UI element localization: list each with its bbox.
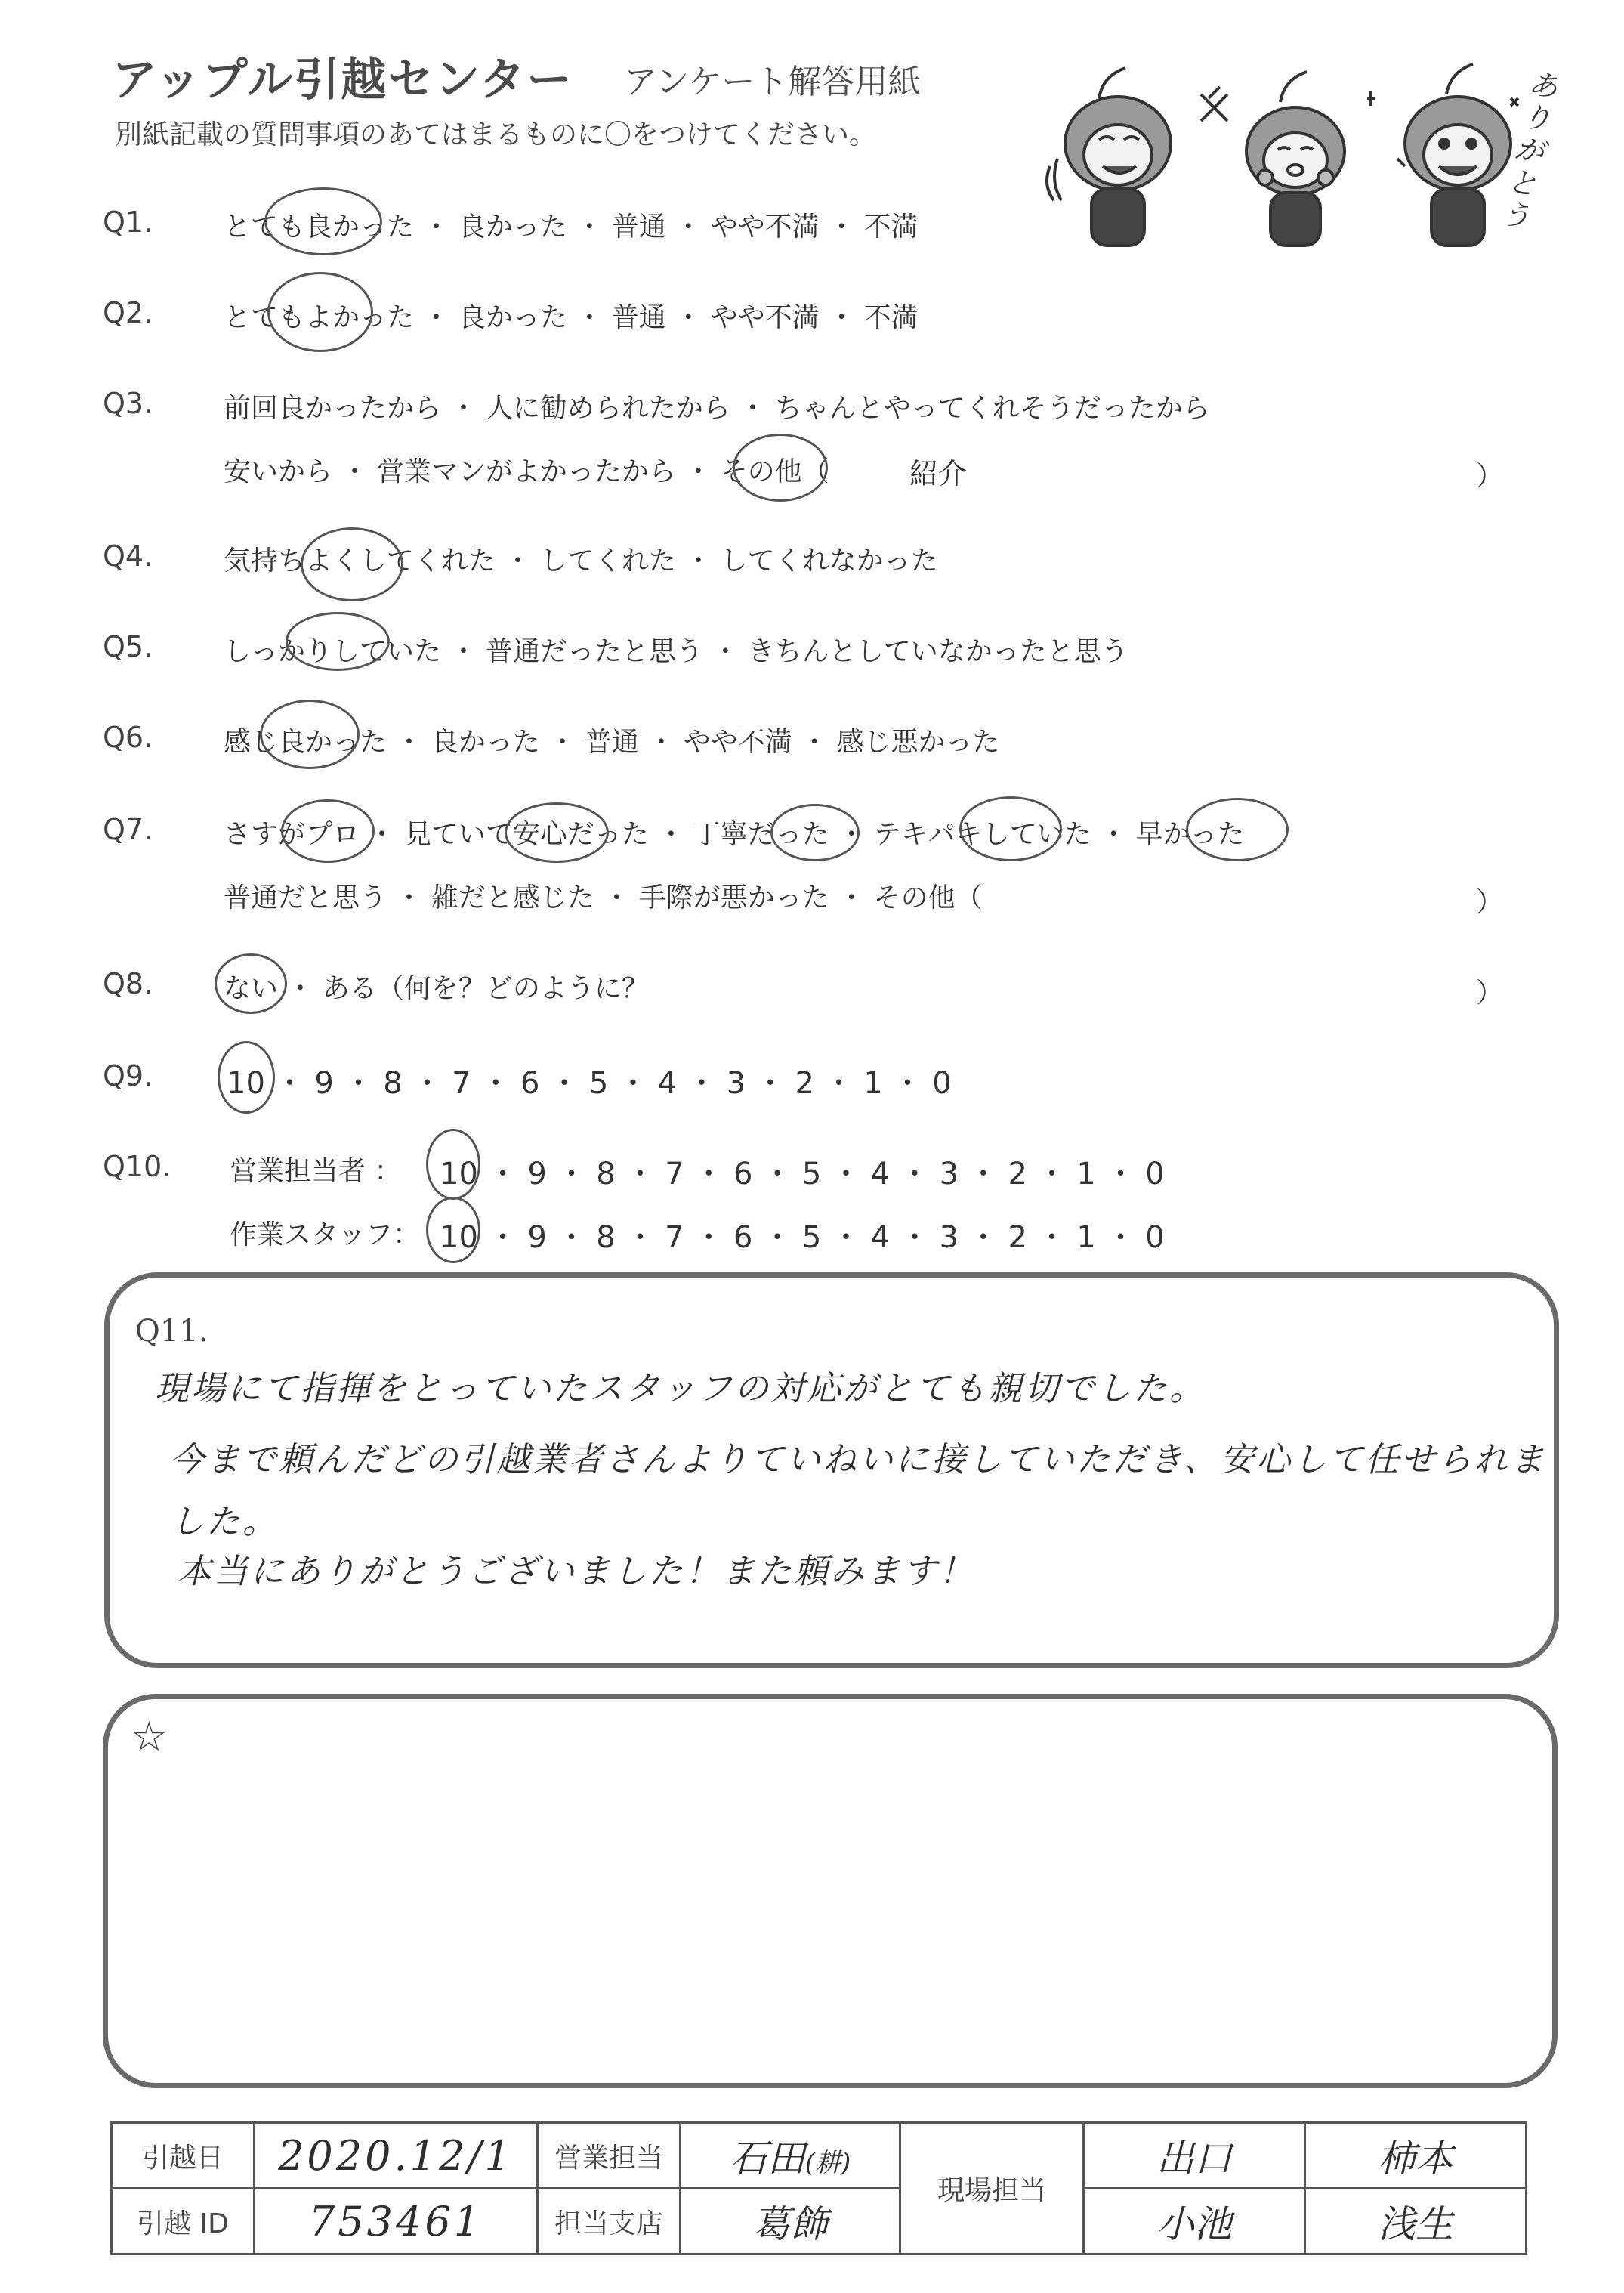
q1-options: とても良かった ・ 良かった ・ 普通 ・ やや不満 ・ 不満 (224, 212, 919, 243)
q2-number: Q2. (103, 296, 153, 329)
q10-staff-label: 作業スタッフ： (230, 1219, 421, 1250)
q8-options: ない ・ ある（何を？どのように？ (224, 973, 649, 1004)
q11-comment-line2: 今まで頼んだどの引越業者さんよりていねいに接していただき、安心して任せられま (170, 1439, 1547, 1479)
mascot-illustration (1035, 53, 1561, 257)
q8-close-paren: ） (1476, 978, 1504, 1009)
moving-id-label: 引越 ID (112, 2189, 255, 2254)
q11-comment-box (104, 1272, 1559, 1668)
branch-label: 担当支店 (538, 2189, 681, 2254)
q7-options-line2: 普通だと思う ・ 雑だと感じた ・ 手際が悪かった ・ その他（ (224, 882, 983, 913)
q3-options-line1: 前回良かったから ・ 人に勧められたから ・ ちゃんとやってくれそうだったから (224, 393, 1210, 424)
q10-staff-scale: 10 ・ 9 ・ 8 ・ 7 ・ 6 ・ 5 ・ 4 ・ 3 ・ 2 ・ 1 ・ 0 (440, 1220, 1165, 1255)
sales-label: 営業担当 (538, 2123, 681, 2189)
branch-value: 葛飾 (681, 2189, 900, 2254)
q9-scale: 10 ・ 9 ・ 8 ・ 7 ・ 6 ・ 5 ・ 4 ・ 3 ・ 2 ・ 1 ・ 0 (227, 1066, 952, 1101)
q11-comment-line4: 本当にありがとうございました！また頼みます！ (178, 1551, 976, 1591)
q4-answer-circle (301, 527, 403, 601)
q10-staff-circle (426, 1197, 480, 1263)
q7-circle-teinei (770, 804, 860, 861)
q3-close-paren: ） (1476, 461, 1504, 492)
q10-sales-circle (426, 1129, 480, 1200)
q10-sales-label: 営業担当者 ： (230, 1156, 402, 1187)
star-comment-box (103, 1694, 1558, 2088)
q9-number: Q9. (103, 1059, 153, 1092)
sales-note: (耕) (804, 2148, 851, 2178)
q8-number: Q8. (103, 967, 153, 1000)
q7-circle-pro (281, 799, 375, 863)
q5-answer-circle (286, 612, 390, 671)
q8-answer-circle (215, 953, 287, 1014)
q7-circle-tekipaki (959, 796, 1062, 861)
q3-number: Q3. (103, 387, 153, 420)
q11-label: Q11. (135, 1314, 208, 1349)
monkey-mascots-icon (1035, 53, 1556, 257)
q1-answer-circle (264, 187, 382, 255)
q3-answer-circle (733, 434, 828, 502)
q1-number: Q1. (103, 206, 153, 239)
q2-answer-circle (267, 272, 373, 352)
q7-circle-hayai (1186, 798, 1289, 861)
q7-number: Q7. (103, 813, 153, 846)
instruction-text: 別紙記載の質問事項のあてはまるものに〇をつけてください。 (115, 119, 877, 150)
q11-comment-line3: した。 (170, 1501, 279, 1541)
company-title: アップル引越センター (112, 54, 573, 107)
q7-close-paren: ） (1476, 887, 1504, 918)
mascot-caption: ありがとう (1498, 66, 1561, 235)
q10-number: Q10. (103, 1150, 171, 1183)
moving-id-value: 753461 (255, 2189, 538, 2254)
sales-cell (681, 2123, 900, 2189)
site-staff-2: 柿本 (1305, 2123, 1527, 2189)
q2-options: とてもよかった ・ 良かった ・ 普通 ・ やや不満 ・ 不満 (224, 302, 919, 333)
q6-options: 感じ良かった ・ 良かった ・ 普通 ・ やや不満 ・ 感じ悪かった (224, 727, 1000, 758)
q11-comment-line1: 現場にて指揮をとっていたスタッフの対応がとても親切でした。 (155, 1368, 1206, 1408)
q7-options-line1: さすがプロ ・ 見ていて安心だった ・ 丁寧だった ・ テキパキしていた ・ 早かった (224, 819, 1245, 850)
q3-other-handwritten: 紹介 (909, 457, 968, 490)
q3-options-line2: 安いから ・ 営業マンがよかったから ・ その他（ (224, 456, 829, 487)
moving-date-label: 引越日 (112, 2123, 255, 2189)
q5-number: Q5. (103, 630, 153, 663)
q6-number: Q6. (103, 721, 153, 754)
form-title: アンケート解答用紙 (624, 63, 922, 101)
site-staff-3: 小池 (1084, 2189, 1305, 2254)
q10-sales-scale: 10 ・ 9 ・ 8 ・ 7 ・ 6 ・ 5 ・ 4 ・ 3 ・ 2 ・ 1 ・ 0 (440, 1157, 1165, 1191)
q5-options: しっかりしていた ・ 普通だったと思う ・ きちんとしていなかったと思う (224, 636, 1128, 667)
q9-answer-circle (218, 1041, 275, 1114)
moving-date-value: 2020.12/1 (255, 2123, 538, 2189)
q7-circle-anshin (505, 802, 609, 863)
star-label: ☆ (131, 1713, 168, 1760)
moving-info-table (110, 2121, 1527, 2255)
site-label: 現場担当 (900, 2123, 1084, 2254)
q4-number: Q4. (103, 539, 153, 573)
q4-options: 気持ちよくしてくれた ・ してくれた ・ してくれなかった (224, 545, 938, 576)
q6-answer-circle (260, 700, 360, 769)
site-staff-1: 出口 (1084, 2123, 1305, 2189)
site-staff-4: 浅生 (1305, 2189, 1527, 2254)
sales-person: 石田 (729, 2137, 805, 2180)
